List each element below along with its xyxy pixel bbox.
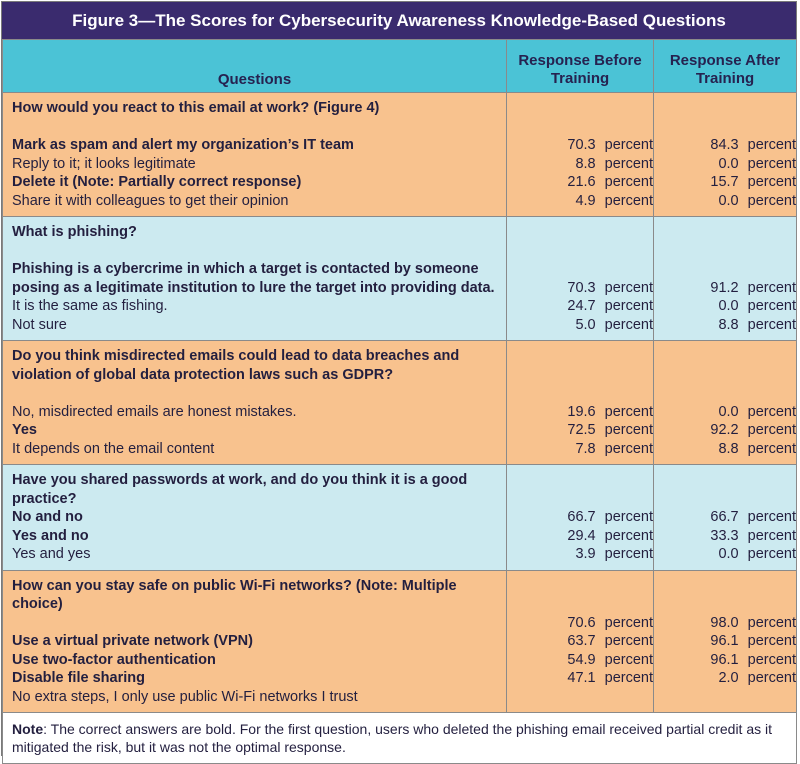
figure-title: Figure 3—The Scores for Cybersecurity Awareness Knowledge-Based Questions <box>2 2 796 39</box>
after-cell <box>654 217 797 341</box>
after-value: 0.0 <box>718 546 739 562</box>
answer-text: Yes and yes <box>12 546 91 562</box>
before-value: 8.8 <box>575 155 596 172</box>
unit-label: percent <box>604 527 653 544</box>
header-before-label: Response Before Training <box>518 52 642 87</box>
answer-text: No extra steps, I only use public Wi-Fi networks I trust <box>12 688 358 705</box>
unit-label: percent <box>747 403 796 420</box>
after-value: 0.0 <box>718 155 739 172</box>
before-value: 29.4 <box>567 527 596 544</box>
unit-label: percent <box>747 422 796 438</box>
answer-text: Phishing is a cybercrime in which a target is contacted by someone posing as a legitimate institution to lure the target into providing data. <box>12 261 495 296</box>
table-body <box>3 93 797 764</box>
unit-label: percent <box>604 192 653 209</box>
unit-label: percent <box>747 192 796 209</box>
after-value: 96.1 <box>710 633 739 649</box>
before-value: 24.7 <box>567 298 596 314</box>
answer-text: Yes <box>12 422 37 438</box>
unit-label: percent <box>747 546 796 562</box>
question-cell <box>3 341 507 465</box>
unit-label: percent <box>747 527 796 544</box>
unit-label: percent <box>604 614 653 631</box>
table-row <box>3 217 797 341</box>
unit-label: percent <box>747 316 796 333</box>
unit-label: percent <box>747 298 796 314</box>
after-value: 8.8 <box>718 316 739 333</box>
unit-label: percent <box>747 174 796 190</box>
after-value: 92.2 <box>710 422 739 438</box>
before-value: 72.5 <box>567 422 596 438</box>
unit-label: percent <box>604 155 653 172</box>
header-questions: Questions <box>3 40 507 93</box>
answer-text: No and no <box>12 509 83 525</box>
header-after <box>654 40 797 93</box>
answer-text: Mark as spam and alert my organization’s IT team <box>12 137 354 153</box>
unit-label: percent <box>604 670 653 686</box>
note-label: Note <box>12 721 44 737</box>
before-value: 4.9 <box>575 192 596 209</box>
question-text: How would you react to this email at work? (Figure 4) <box>12 100 380 116</box>
before-value: 70.3 <box>567 279 596 296</box>
before-cell <box>507 93 654 217</box>
after-value: 98.0 <box>710 614 739 631</box>
unit-label: percent <box>747 509 796 525</box>
unit-label: percent <box>747 440 796 457</box>
question-cell <box>3 217 507 341</box>
unit-label: percent <box>604 651 653 668</box>
answer-text: Use two-factor authentication <box>12 651 216 668</box>
unit-label: percent <box>604 298 653 314</box>
after-cell <box>654 570 797 713</box>
unit-label: percent <box>604 279 653 296</box>
unit-label: percent <box>604 137 653 153</box>
before-value: 19.6 <box>567 403 596 420</box>
after-value: 15.7 <box>710 174 739 190</box>
after-value: 2.0 <box>718 670 739 686</box>
answer-text: Yes and no <box>12 527 89 544</box>
question-cell <box>3 570 507 713</box>
note-cell <box>3 713 797 764</box>
table-row <box>3 341 797 465</box>
answer-text: Not sure <box>12 316 67 333</box>
after-cell <box>654 93 797 217</box>
before-value: 54.9 <box>567 651 596 668</box>
question-text: Have you shared passwords at work, and do you think it is a good practice? <box>12 472 468 507</box>
after-value: 0.0 <box>718 298 739 314</box>
unit-label: percent <box>747 633 796 649</box>
table-row <box>3 93 797 217</box>
answer-text: Share it with colleagues to get their opinion <box>12 192 289 209</box>
question-text: Do you think misdirected emails could lead to data breaches and violation of global data protection laws such as GDPR? <box>12 348 460 383</box>
unit-label: percent <box>604 316 653 333</box>
unit-label: percent <box>747 155 796 172</box>
after-cell <box>654 465 797 571</box>
unit-label: percent <box>604 440 653 457</box>
before-value: 7.8 <box>575 440 596 457</box>
after-value: 84.3 <box>710 137 739 153</box>
note-row <box>3 713 797 764</box>
answer-text: No, misdirected emails are honest mistakes. <box>12 403 297 420</box>
before-value: 70.6 <box>567 614 596 631</box>
answer-text: It is the same as fishing. <box>12 298 168 314</box>
unit-label: percent <box>604 174 653 190</box>
unit-label: percent <box>604 509 653 525</box>
unit-label: percent <box>747 614 796 631</box>
note-text: : The correct answers are bold. For the first question, users who deleted the phishing email received partial credit as it mitigated the risk, but it was not the optimal response. <box>12 721 773 755</box>
after-cell <box>654 341 797 465</box>
after-value: 0.0 <box>718 403 739 420</box>
answer-text: Reply to it; it looks legitimate <box>12 155 196 172</box>
unit-label: percent <box>604 422 653 438</box>
answer-text: Use a virtual private network (VPN) <box>12 633 253 649</box>
before-cell <box>507 465 654 571</box>
before-value: 63.7 <box>567 633 596 649</box>
unit-label: percent <box>747 651 796 668</box>
after-value: 91.2 <box>710 279 739 296</box>
after-value: 0.0 <box>718 192 739 209</box>
before-value: 3.9 <box>575 546 596 562</box>
question-text: What is phishing? <box>12 224 137 240</box>
question-cell <box>3 465 507 571</box>
after-value: 66.7 <box>710 509 739 525</box>
before-value: 70.3 <box>567 137 596 153</box>
before-value: 5.0 <box>575 316 596 333</box>
header-before <box>507 40 654 93</box>
question-cell <box>3 93 507 217</box>
table-row <box>3 465 797 571</box>
after-value: 33.3 <box>710 527 739 544</box>
before-value: 66.7 <box>567 509 596 525</box>
answer-text: It depends on the email content <box>12 440 215 457</box>
scores-table <box>2 39 797 764</box>
before-cell <box>507 570 654 713</box>
before-cell <box>507 341 654 465</box>
unit-label: percent <box>604 633 653 649</box>
answer-text: Disable file sharing <box>12 670 145 686</box>
after-value: 96.1 <box>710 651 739 668</box>
question-text: How can you stay safe on public Wi-Fi networks? (Note: Multiple choice) <box>12 577 457 612</box>
header-row <box>3 40 797 93</box>
figure-frame <box>1 1 797 756</box>
unit-label: percent <box>747 137 796 153</box>
answer-text: Delete it (Note: Partially correct response) <box>12 174 302 190</box>
after-value: 8.8 <box>718 440 739 457</box>
before-value: 21.6 <box>567 174 596 190</box>
unit-label: percent <box>604 403 653 420</box>
unit-label: percent <box>604 546 653 562</box>
before-value: 47.1 <box>567 670 596 686</box>
unit-label: percent <box>747 279 796 296</box>
unit-label: percent <box>747 670 796 686</box>
before-cell <box>507 217 654 341</box>
header-after-label: Response After Training <box>669 52 781 87</box>
table-row <box>3 570 797 713</box>
